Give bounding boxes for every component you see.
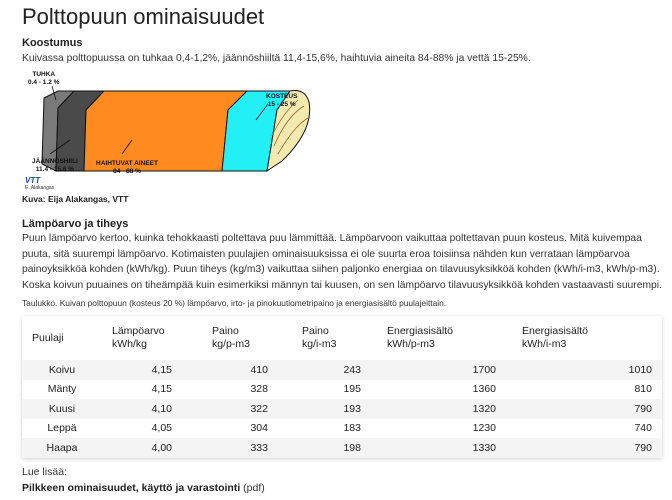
koostumus-text: Kuivassa polttopuussa on tuhkaa 0,4-1,2%, jäännöshiiltä 11,4-15,6%, haihtuvia aineita 84-88% ja vettä 15-25%. — [22, 53, 531, 64]
header-puulaji: Puulaji — [32, 331, 64, 344]
haihtuvat-label: HAIHTUVAT AINEET 84 - 88 % — [96, 160, 158, 175]
cell-puulaji: Mänty — [47, 383, 77, 396]
cell-energia-i: 790 — [634, 441, 652, 454]
header-energia-p: Energiasisältö kWh/p-m3 — [387, 325, 453, 350]
table-row — [22, 380, 662, 400]
pdf-link-suffix: (pdf) — [243, 482, 265, 494]
cell-energia-p: 1230 — [472, 422, 496, 435]
cell-paino-p: 328 — [250, 383, 268, 396]
table-row — [22, 360, 662, 380]
koostumus-heading: Koostumus — [22, 37, 83, 49]
cell-paino-p: 410 — [250, 363, 268, 376]
composition-figure — [22, 66, 322, 211]
cell-lampoarvo: 4,00 — [151, 441, 172, 454]
table-row — [22, 438, 662, 458]
energy-table-card — [22, 316, 662, 458]
page-title: Polttopuun ominaisuudet — [22, 4, 265, 29]
cell-energia-i: 740 — [634, 422, 652, 435]
cell-paino-p: 333 — [250, 441, 268, 454]
cell-energia-i: 1010 — [628, 363, 652, 376]
cell-energia-p: 1330 — [472, 441, 496, 454]
cell-puulaji: Leppä — [47, 422, 77, 435]
cell-paino-i: 198 — [343, 441, 361, 454]
energy-table — [22, 316, 662, 458]
cell-puulaji: Koivu — [48, 363, 76, 376]
vtt-logo-sub: E. Alakangas — [25, 185, 55, 191]
cell-lampoarvo: 4,05 — [151, 422, 172, 435]
header-lampoarvo: Lämpöarvo kWh/kg — [112, 325, 165, 350]
table-header-row — [22, 316, 662, 360]
pdf-link[interactable]: Pilkkeen ominaisuudet, käyttö ja varastointi — [22, 482, 241, 494]
header-paino-p: Paino kg/p-m3 — [212, 325, 250, 350]
cell-paino-p: 322 — [250, 402, 268, 415]
table-row — [22, 419, 662, 439]
cell-puulaji: Kuusi — [48, 402, 76, 415]
lampoarvo-heading: Lämpöarvo ja tiheys — [22, 218, 129, 230]
cell-energia-p: 1360 — [472, 383, 496, 396]
cell-puulaji: Haapa — [46, 441, 78, 454]
header-paino-i: Paino kg/i-m3 — [302, 325, 337, 350]
haihtuvat-segment — [84, 91, 247, 171]
kosteus-label: KOSTEUS 15 - 25 % — [266, 93, 298, 108]
cell-paino-p: 304 — [250, 422, 268, 435]
read-more-line — [22, 482, 265, 494]
cell-energia-i: 810 — [634, 383, 652, 396]
table-row — [22, 399, 662, 419]
figure-credit: Kuva: Eija Alakangas, VTT — [22, 194, 129, 204]
cell-energia-p: 1320 — [472, 402, 496, 415]
cell-paino-i: 183 — [343, 422, 361, 435]
cell-lampoarvo: 4,15 — [151, 363, 172, 376]
lampoarvo-text: Puun lämpöarvo kertoo, kuinka tehokkaasti poltettava puu lämmittää. Lämpöarvoon vaikuttaa poltettavan puun kosteus. Mitä kuivempaa puuta, sitä suurempi lämpöarvo. Kotimaisten puulajien ominaisuuksissa ei ole suurta eroa toisiinsa nähden kun verrataan lämpöarvoa painoyksikköä kohden (kWh/kg). Puun tiheys (kg/m3) vaikuttaa siihen paljonko energiaa on tilavuusyksikköä kohden (kWh/i-m3, kWh/p-m3). Koska koivun puuaines on tiheämpää kuin esimerkiksi männyn tai kuusen, on sen lämpöarvo tilavuusyksikköä kohden vastaavasti suurempi. — [22, 233, 662, 291]
jaannoshiili-label: JÄÄNNÖSHIILI 11.4 - 15.6 % — [32, 158, 78, 173]
cell-paino-i: 195 — [343, 383, 361, 396]
tuhka-label: TUHKA 0.4 - 1.2 % — [28, 71, 60, 86]
read-more-label: Lue lisää: — [22, 466, 67, 478]
table-caption: Taulukko. Kuivan polttopuun (kosteus 20 %) lämpöarvo, irto- ja pinokuutiometripaino ja energiasisältö puulajeittain. — [22, 298, 447, 308]
cell-lampoarvo: 4,10 — [151, 402, 172, 415]
header-energia-i: Energiasisältö kWh/i-m3 — [522, 325, 588, 350]
cell-energia-i: 790 — [634, 402, 652, 415]
cell-paino-i: 193 — [343, 402, 361, 415]
cell-energia-p: 1700 — [472, 363, 496, 376]
cell-paino-i: 243 — [343, 363, 361, 376]
cell-lampoarvo: 4,15 — [151, 383, 172, 396]
vtt-logo: VTT — [25, 176, 41, 185]
